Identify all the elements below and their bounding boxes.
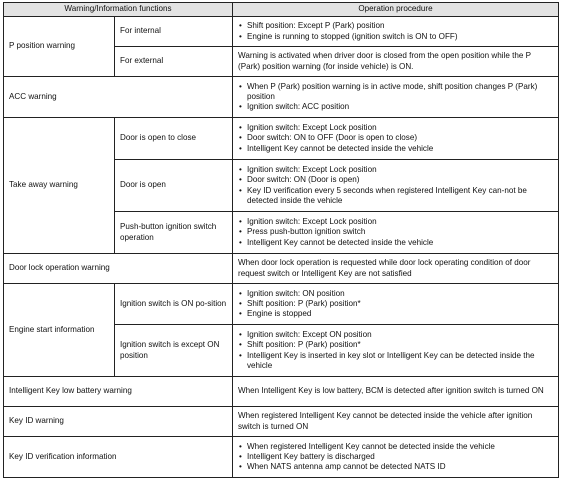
procedure-cell	[233, 437, 559, 478]
procedure-item: • Intelligent Key cannot be detected inside the vehicle	[238, 238, 553, 248]
procedure-item: • Ignition switch: ACC position	[238, 102, 553, 112]
procedure-text: When registered Intelligent Key cannot be detected inside the vehicle after ignition switch is turned ON	[238, 411, 533, 431]
table-row	[4, 437, 559, 478]
procedure-cell	[233, 254, 559, 284]
procedure-cell	[233, 118, 559, 160]
table-row	[4, 254, 559, 284]
procedure-item: • When P (Park) position warning is in active mode, shift position changes P (Park) position	[238, 82, 553, 102]
procedure-item: • Shift position: Except P (Park) position	[238, 21, 553, 31]
warning-functions-table	[3, 2, 559, 478]
procedure-item: • Ignition switch: Except ON position	[238, 330, 553, 340]
table-row	[4, 284, 559, 325]
table-row	[4, 118, 559, 160]
row-label-take-away: Take away warning	[4, 118, 115, 254]
procedure-cell	[233, 407, 559, 437]
procedure-cell	[233, 377, 559, 407]
procedure-item: • Intelligent Key cannot be detected inside the vehicle	[238, 144, 553, 154]
procedure-item: • Shift position: P (Park) position*	[238, 340, 553, 350]
sub-label-except-on: Ignition switch is except ON position	[115, 325, 233, 377]
procedure-text: Warning is activated when driver door is closed from the open position while the P (Park) position warning (for inside vehicle) is ON.	[238, 51, 531, 71]
procedure-item: • Intelligent Key battery is discharged	[238, 452, 553, 462]
row-label-key-id-warning: Key ID warning	[4, 407, 233, 437]
procedure-item: • Ignition switch: Except Lock position	[238, 123, 553, 133]
row-label-low-battery: Intelligent Key low battery warning	[4, 377, 233, 407]
procedure-cell	[233, 325, 559, 377]
sub-label-on-position: Ignition switch is ON po-sition	[115, 284, 233, 325]
procedure-item: • Shift position: P (Park) position*	[238, 299, 553, 309]
procedure-item: • Press push-button ignition switch	[238, 227, 553, 237]
row-label-key-id-verification: Key ID verification information	[4, 437, 233, 478]
table-row	[4, 407, 559, 437]
row-label-acc: ACC warning	[4, 77, 233, 118]
procedure-item: • Door switch: ON (Door is open)	[238, 175, 553, 185]
table-header-row	[4, 3, 559, 17]
procedure-cell	[233, 160, 559, 212]
row-label-door-lock: Door lock operation warning	[4, 254, 233, 284]
table-row	[4, 377, 559, 407]
procedure-item: • Engine is running to stopped (ignition switch is ON to OFF)	[238, 32, 553, 42]
header-functions: Warning/Information functions	[4, 3, 233, 17]
header-procedure: Operation procedure	[233, 3, 559, 17]
sub-label-push-button: Push-button ignition switch operation	[115, 212, 233, 254]
procedure-cell	[233, 47, 559, 77]
procedure-item: • Ignition switch: Except Lock position	[238, 217, 553, 227]
procedure-cell	[233, 17, 559, 47]
procedure-text: When Intelligent Key is low battery, BCM is detected after ignition switch is turned ON	[238, 386, 544, 396]
procedure-item: • Door switch: ON to OFF (Door is open to close)	[238, 133, 553, 143]
procedure-item: • Key ID verification every 5 seconds when registered Intelligent Key can-not be detected inside the vehicle	[238, 186, 553, 206]
procedure-item: • Ignition switch: ON position	[238, 289, 553, 299]
procedure-text: When door lock operation is requested while door lock operating condition of door request switch or Intelligent Key are not satisfied	[238, 258, 531, 278]
procedure-cell	[233, 77, 559, 118]
procedure-item: • When registered Intelligent Key cannot be detected inside the vehicle	[238, 442, 553, 452]
table-row	[4, 77, 559, 118]
row-label-engine-start: Engine start information	[4, 284, 115, 377]
procedure-item: • When NATS antenna amp cannot be detected NATS ID	[238, 462, 553, 472]
sub-label-internal: For internal	[115, 17, 233, 47]
procedure-item: • Ignition switch: Except Lock position	[238, 165, 553, 175]
procedure-cell	[233, 212, 559, 254]
row-label-p-position: P position warning	[4, 17, 115, 77]
table-row	[4, 17, 559, 47]
procedure-item: • Intelligent Key is inserted in key slot or Intelligent Key can be detected inside the vehicle	[238, 351, 553, 371]
procedure-item: • Engine is stopped	[238, 309, 553, 319]
sub-label-door-open: Door is open	[115, 160, 233, 212]
procedure-cell	[233, 284, 559, 325]
sub-label-external: For external	[115, 47, 233, 77]
sub-label-door-close: Door is open to close	[115, 118, 233, 160]
